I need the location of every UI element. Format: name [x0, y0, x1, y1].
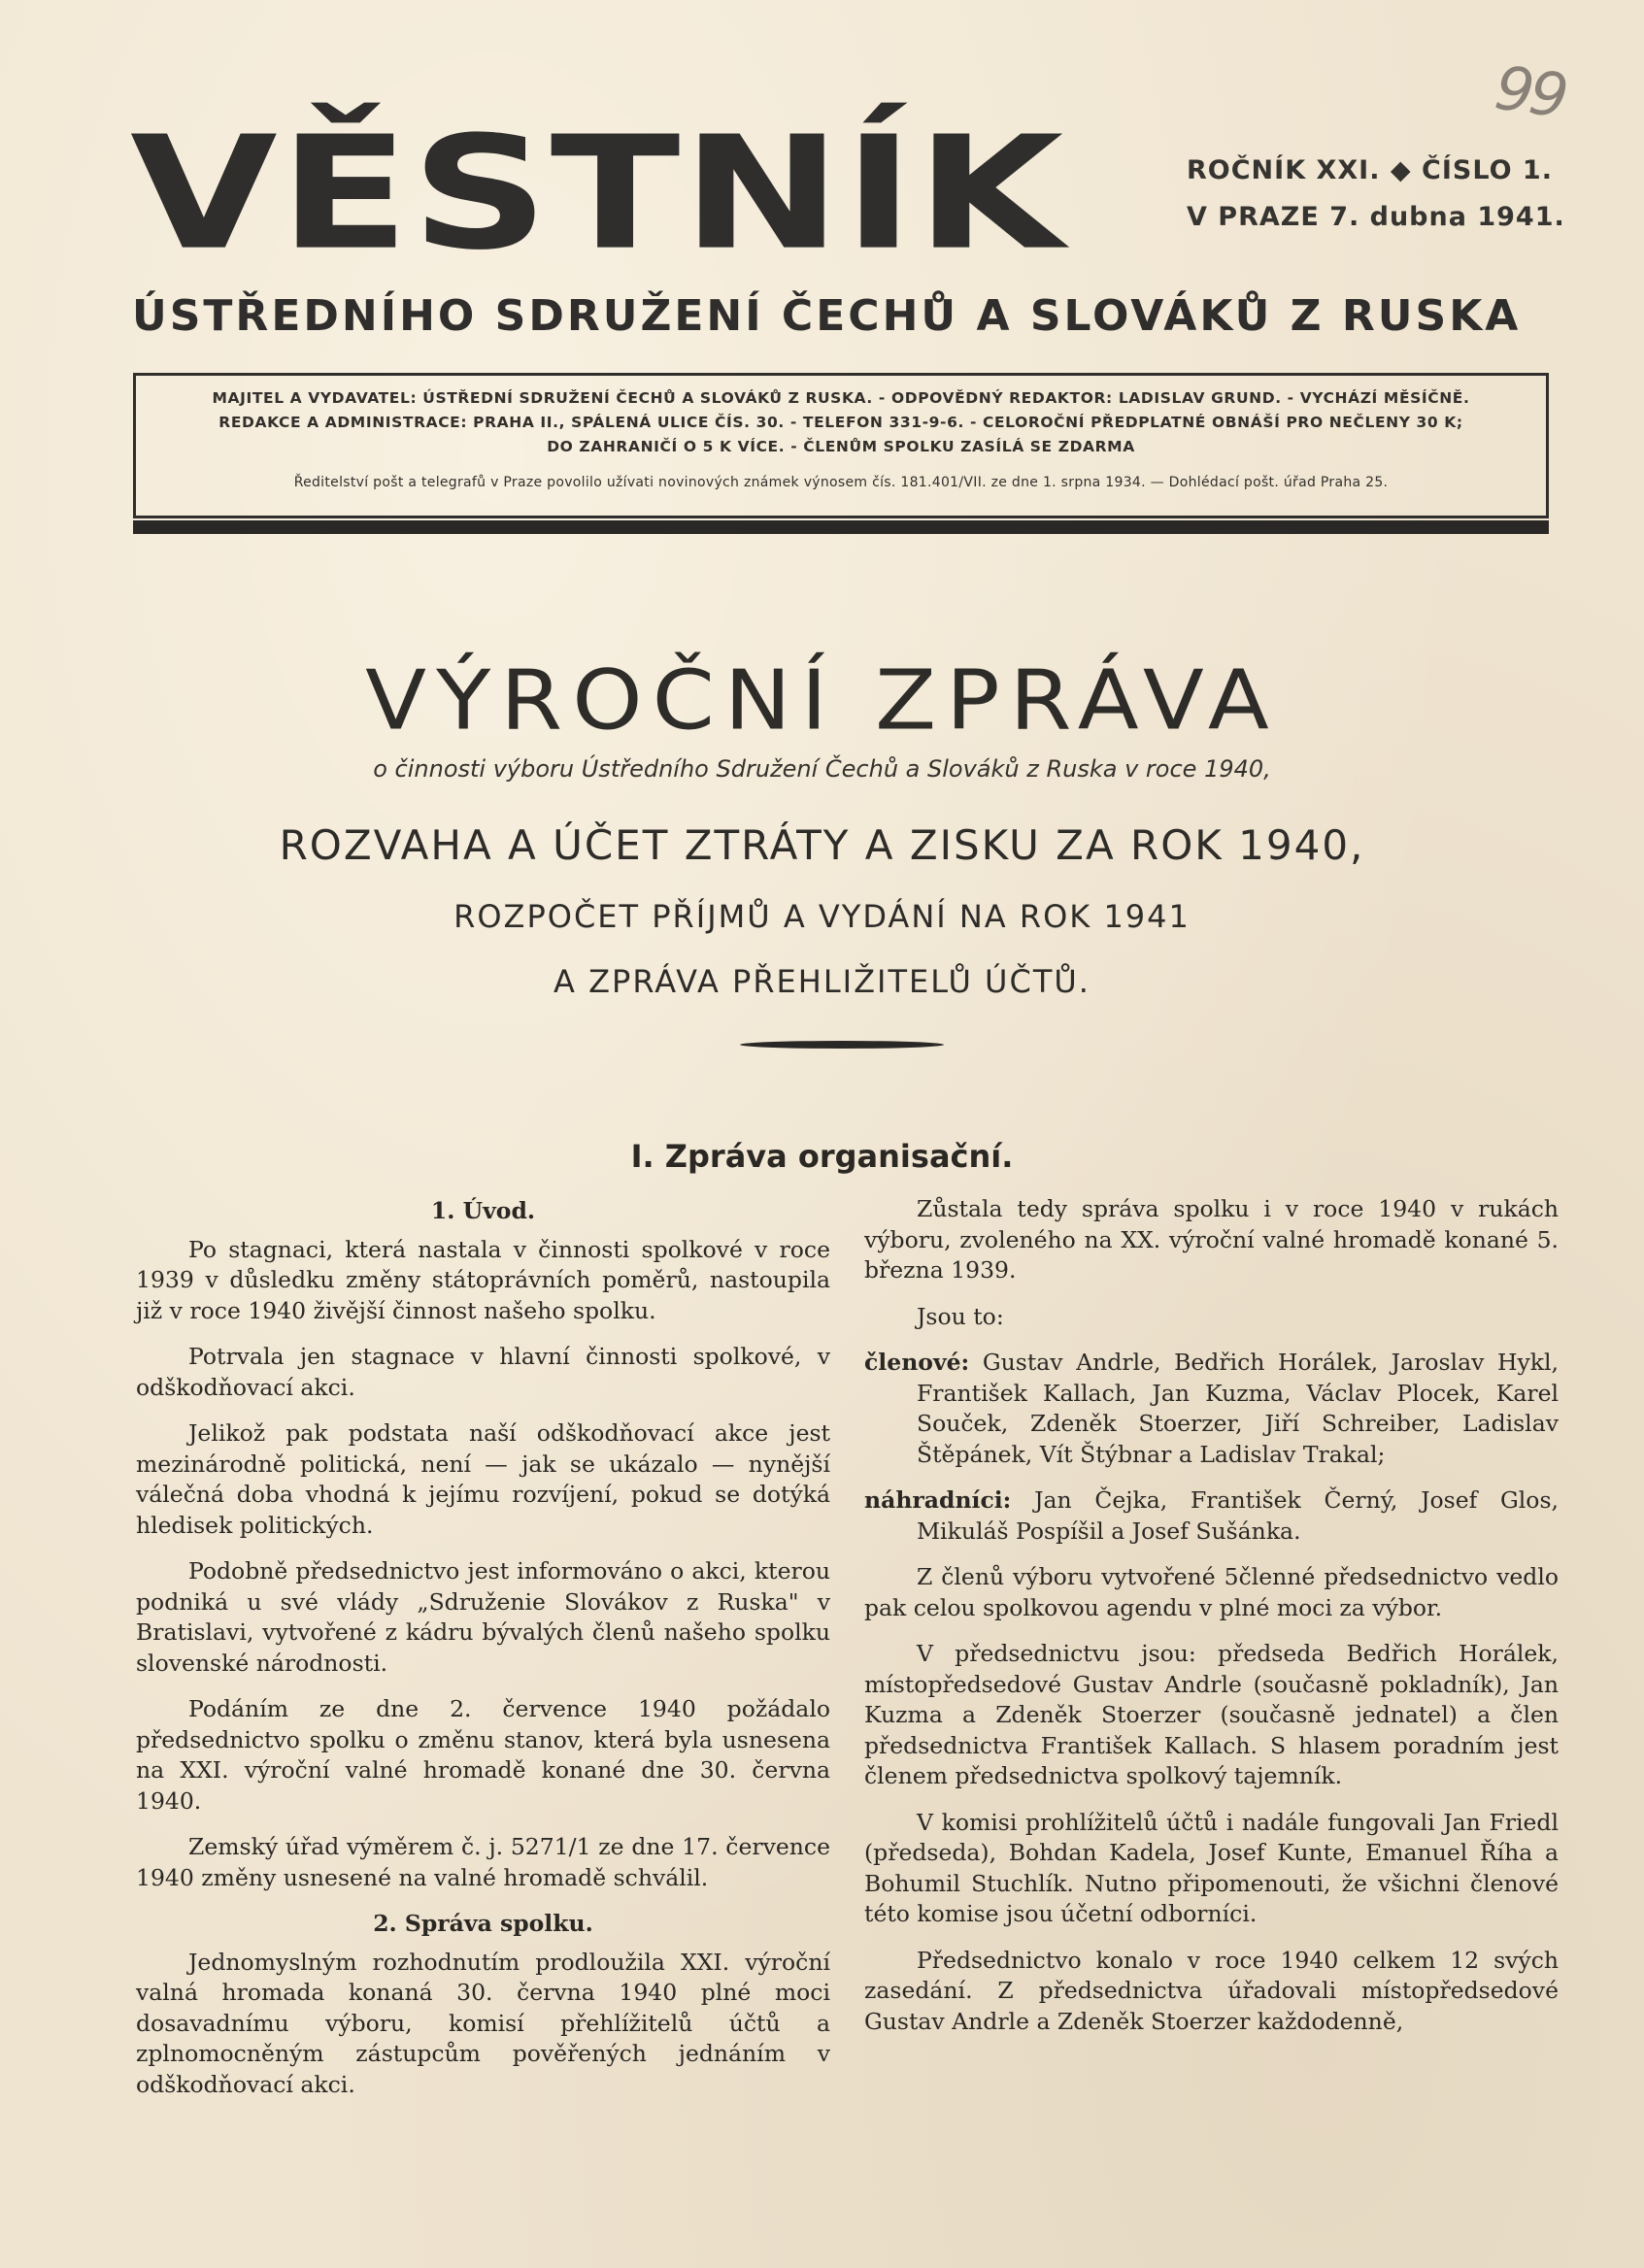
paragraph: Jednomyslným rozhodnutím prodloužila XXI. výroční valná hromada konaná 30. června 1940 plné moci dosavadnímu výboru, komisí přehlížitelů účtů a zplnomocněným zástupcům pověřených jednáním v odškodňovací akci. [136, 1948, 830, 2098]
committee-members [864, 1348, 1559, 1470]
left-column [136, 1196, 830, 2116]
administration-line: REDAKCE A ADMINISTRACE: PRAHA II., SPÁLENÁ ULICE ČÍS. 30. - TELEFON 331-9-6. - CELOROČNÍ PŘEDPLATNÉ OBNÁŠÍ PRO NEČLENY 30 K; [218, 414, 1463, 431]
paragraph: Předsednictvo konalo v roce 1940 celkem 12 svých zasedání. Z předsednictva úřadovali místopředsedové Gustav Andrle a Zdeněk Stoerzer každodenně, [864, 1946, 1559, 2035]
paragraph: Zůstala tedy správa spolku i v roce 1940 v rukách výboru, zvoleného na XX. výroční valné hromadě konané 5. března 1939. [864, 1195, 1559, 1284]
report-heading-budget: ROZPOČET PŘÍJMŮ A VYDÁNÍ NA ROK 1941 [453, 898, 1191, 935]
publisher-info-box [133, 373, 1549, 518]
handwritten-page-number: 99 [1491, 51, 1569, 132]
subheading-administration: 2. Správa spolku. [373, 1910, 593, 1937]
issue-date: V PRAZE 7. dubna 1941. [1187, 202, 1565, 232]
section-heading: I. Zpráva organisační. [630, 1138, 1014, 1175]
committee-substitutes [864, 1485, 1559, 1547]
paragraph: Z členů výboru vytvořené 5členné předsednictvo vedlo pak celou spolkovou agendu v plné moci za výbor. [864, 1563, 1559, 1621]
members-label: členové: [864, 1349, 970, 1376]
paragraph: Potrvala jen stagnace v hlavní činnosti spolkové, v odškodňovací akci. [136, 1343, 830, 1401]
ornament-divider [740, 1041, 944, 1049]
subscription-line: DO ZAHRANIČÍ O 5 K VÍCE. - ČLENŮM SPOLKU ZASÍLÁ SE ZDARMA [547, 438, 1135, 455]
report-heading-auditors: A ZPRÁVA PŘEHLIŽITELŮ ÚČTŮ. [554, 963, 1090, 1000]
paragraph: Podobně předsednictvo jest informováno o akci, kterou podniká u své vlády „Sdruženie Slovákov z Ruska" v Bratislavi, vytvořené z kádru bývalých členů našeho spolku slovenské národnosti. [136, 1557, 830, 1677]
paragraph: V komisi prohlížitelů účtů i nadále fungovali Jan Friedl (předseda), Bohdan Kadela, Josef Kunte, Emanuel Říha a Bohumil Stuchlík. Nutno připomenouti, že všichni členové této komise jsou účetní odborníci. [864, 1808, 1559, 1927]
paragraph: Jsou to: [917, 1302, 1004, 1330]
substitutes-list: Jan Čejka, František Černý, Josef Glos, Mikuláš Pospíšil a Josef Sušánka. [917, 1486, 1559, 1545]
masthead-subtitle: ÚSTŘEDNÍHO SDRUŽENÍ ČECHŮ A SLOVÁKŮ Z RUSKA [132, 291, 1522, 341]
paragraph: Podáním ze dne 2. července 1940 požádalo předsednictvo spolku o změnu stanov, která byla usnesena na XXI. výroční valné hromadě konané dne 30. června 1940. [136, 1695, 830, 1815]
postal-permit-line: Ředitelství pošt a telegrafů v Praze povolilo užívati novinových známek výnosem čís. 181.401/VII. ze dne 1. srpna 1934. — Dohlédací pošt. úřad Praha 25. [293, 475, 1389, 490]
issue-volume-number: ROČNÍK XXI. ◆ ČÍSLO 1. [1187, 155, 1553, 185]
paragraph: Po stagnaci, která nastala v činnosti spolkové v roce 1939 v důsledku změny státoprávních poměrů, nastoupila již v roce 1940 živější činnost našeho spolku. [136, 1235, 830, 1324]
subheading-intro: 1. Úvod. [430, 1197, 536, 1224]
issue-info [1187, 148, 1565, 241]
publisher-line: MAJITEL A VYDAVATEL: ÚSTŘEDNÍ SDRUŽENÍ ČECHŮ A SLOVÁKŮ Z RUSKA. - ODPOVĚDNÝ REDAKTOR: LADISLAV GRUND. - VYCHÁZÍ MĚSÍČNĚ. [212, 389, 1470, 407]
members-list: Gustav Andrle, Bedřich Horálek, Jaroslav Hykl, František Kallach, Jan Kuzma, Václav Plocek, Karel Souček, Zdeněk Stoerzer, Jiří Schreiber, Ladislav Štěpánek, Vít Štýbnar a Ladislav Trakal; [917, 1349, 1559, 1468]
paragraph: Jelikož pak podstata naší odškodňovací akce jest mezinárodně politická, není — jak se ukázalo — nynější válečná doba vhodná k jejímu rozvíjení, pokud se dotýká hledisek politických. [136, 1419, 830, 1539]
right-column [864, 1196, 1559, 2052]
report-subtitle: o činnosti výboru Ústředního Sdružení Čechů a Slováků z Ruska v roce 1940, [373, 755, 1271, 783]
paragraph: Zemský úřad výměrem č. j. 5271/1 ze dne 17. července 1940 změny usnesené na valné hromadě schválil. [136, 1833, 830, 1891]
masthead-title: VĚSTNÍK [130, 103, 1066, 285]
substitutes-label: náhradníci: [864, 1486, 1012, 1514]
masthead-rule [133, 520, 1549, 534]
report-title: VÝROČNÍ ZPRÁVA [365, 652, 1279, 749]
paragraph: V předsednictvu jsou: předseda Bedřich Horálek, místopředsedové Gustav Andrle (současně pokladník), Jan Kuzma a Zdeněk Stoerzer (současně jednatel) a člen předsednictva František Kallach. S hlasem poradním jest členem předsednictva spolkový tajemník. [864, 1640, 1559, 1789]
report-heading-balance: ROZVAHA A ÚČET ZTRÁTY A ZISKU ZA ROK 1940, [279, 821, 1365, 869]
